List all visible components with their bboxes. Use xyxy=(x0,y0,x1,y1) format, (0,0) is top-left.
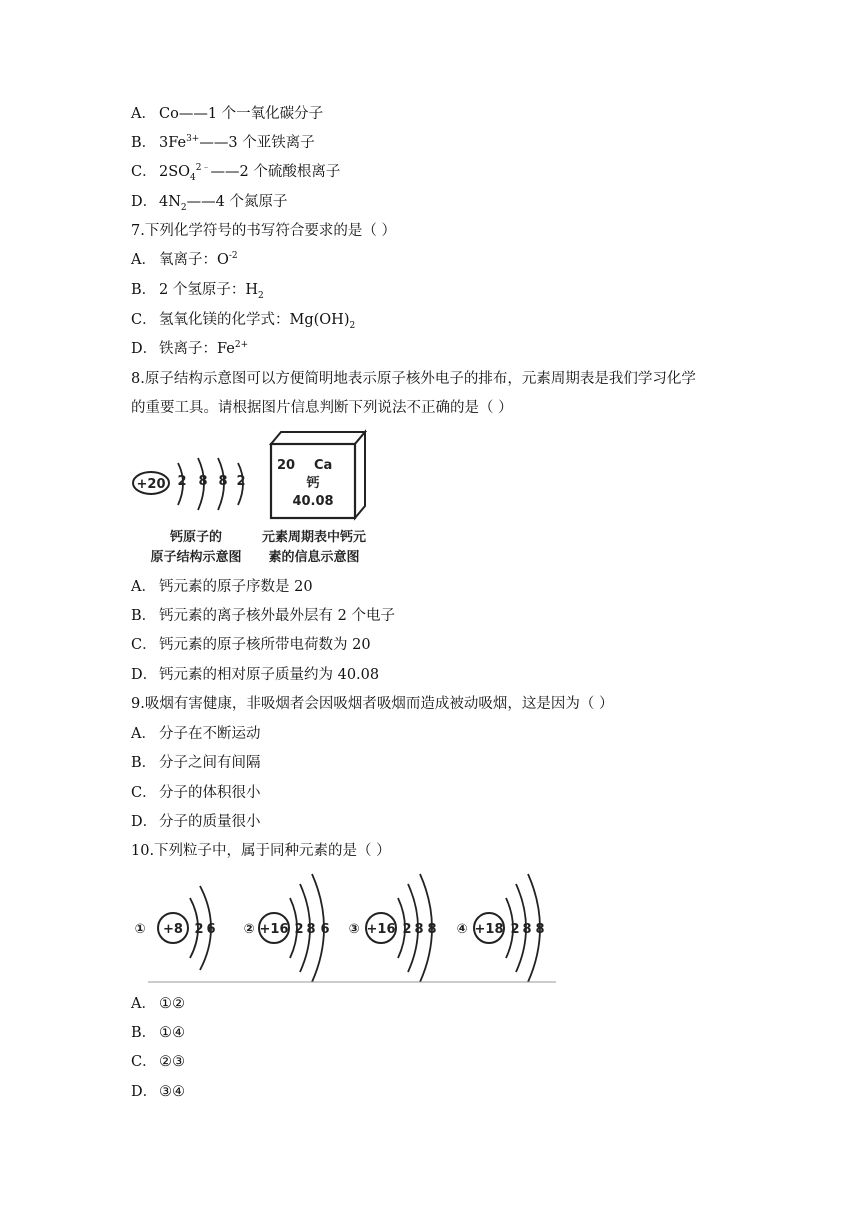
particle-2-label: ② xyxy=(243,922,255,937)
particles-figure xyxy=(128,868,560,988)
q8-stem-line-1: 8.原子结构示意图可以方便简明地表示原子核外电子的排布，元素周期表是我们学习化学 xyxy=(131,371,696,387)
particle-3-shell-2: 8 xyxy=(414,922,424,937)
particle-3-shell-1: 2 xyxy=(402,922,412,937)
particle-2 xyxy=(243,874,329,982)
particle-3-charge: +16 xyxy=(366,922,396,937)
particle-2-shell-1: 2 xyxy=(294,922,304,937)
q10-option-b: B． ①④ xyxy=(131,1025,185,1041)
shell-count-4: 2 xyxy=(236,474,246,489)
particle-4-shell-3: 8 xyxy=(535,922,545,937)
atomic-mass: 40.08 xyxy=(292,494,334,509)
q6-option-c: C． $2SO_4^{2﹣}——2$ 个硫酸根离子 xyxy=(131,163,341,183)
cell-side xyxy=(355,432,365,518)
particle-1-charge: +8 xyxy=(163,922,183,937)
q9-option-a: A． 分子在不断运动 xyxy=(131,726,261,742)
q10-stem: 10.下列粒子中，属于同种元素的是（ ） xyxy=(131,843,391,859)
shell-count-2: 8 xyxy=(198,474,208,489)
particle-3-shell-3: 8 xyxy=(427,922,437,937)
q6-option-a: A． Co——1 个一氧化碳分子 xyxy=(131,106,324,122)
atom-caption-2: 原子结构示意图 xyxy=(150,550,242,565)
element-symbol: Ca xyxy=(314,458,333,473)
q6-option-d: D． $4N_2——4$ 个氮原子 xyxy=(131,194,288,213)
q8-stem-line-2: 的重要工具。请根据图片信息判断下列说法不正确的是（ ） xyxy=(131,400,513,416)
shell-count-1: 2 xyxy=(177,474,187,489)
shell-count-3: 8 xyxy=(218,474,228,489)
atomic-number: 20 xyxy=(277,458,296,473)
calcium-figure xyxy=(128,428,378,570)
cell-top xyxy=(271,432,365,444)
particle-4-charge: +18 xyxy=(474,922,504,937)
q7-option-d: D． 铁离子：$Fe^{2+}$ xyxy=(131,340,249,357)
element-name: 钙 xyxy=(306,476,320,491)
q9-option-c: C． 分子的体积很小 xyxy=(131,785,261,801)
q8-option-d: D． 钙元素的相对原子质量约为 40.08 xyxy=(131,667,380,683)
particle-3 xyxy=(348,874,436,982)
q9-option-d: D． 分子的质量很小 xyxy=(131,814,261,830)
atom-caption-1: 钙原子的 xyxy=(169,530,223,545)
calcium-nucleus-charge: +20 xyxy=(136,477,166,492)
particle-4-shell-1: 2 xyxy=(510,922,520,937)
particle-1-label: ① xyxy=(134,922,146,937)
particle-2-shell-3: 6 xyxy=(320,922,330,937)
q8-option-c: C． 钙元素的原子核所带电荷数为 20 xyxy=(131,637,371,653)
q8-option-a: A． 钙元素的原子序数是 20 xyxy=(131,579,313,595)
q7-option-c: C． 氢氧化镁的化学式：$Mg(OH)_2$ xyxy=(131,312,356,331)
particle-2-shell-2: 8 xyxy=(306,922,316,937)
cell-caption-1: 元素周期表中钙元 xyxy=(261,530,367,545)
q7-option-a: A． 氧离子：$O^{-2}$ xyxy=(131,251,238,268)
q10-option-d: D． ③④ xyxy=(131,1084,185,1100)
q10-option-a: A． ①② xyxy=(131,996,185,1012)
particle-4 xyxy=(456,874,544,982)
q9-option-b: B． 分子之间有间隔 xyxy=(131,755,261,771)
particle-3-label: ③ xyxy=(348,922,360,937)
q7-option-b: B． 2 个氢原子：$H_2$ xyxy=(131,282,264,301)
q6-option-b: B． $3Fe^{3+}——3$ 个亚铁离子 xyxy=(131,134,315,151)
q9-stem: 9.吸烟有害健康，非吸烟者会因吸烟者吸烟而造成被动吸烟，这是因为（ ） xyxy=(131,696,614,712)
particle-1-shell-2: 6 xyxy=(206,922,216,937)
particle-2-charge: +16 xyxy=(259,922,289,937)
q7-stem: 7.下列化学符号的书写符合要求的是（ ） xyxy=(131,223,396,239)
q10-option-c: C． ②③ xyxy=(131,1054,185,1070)
cell-caption-2: 素的信息示意图 xyxy=(268,550,360,565)
particle-1 xyxy=(134,886,215,970)
particle-4-label: ④ xyxy=(456,922,468,937)
particle-4-shell-2: 8 xyxy=(522,922,532,937)
q8-option-b: B． 钙元素的离子核外最外层有 2 个电子 xyxy=(131,608,395,624)
particle-1-shell-1: 2 xyxy=(194,922,204,937)
